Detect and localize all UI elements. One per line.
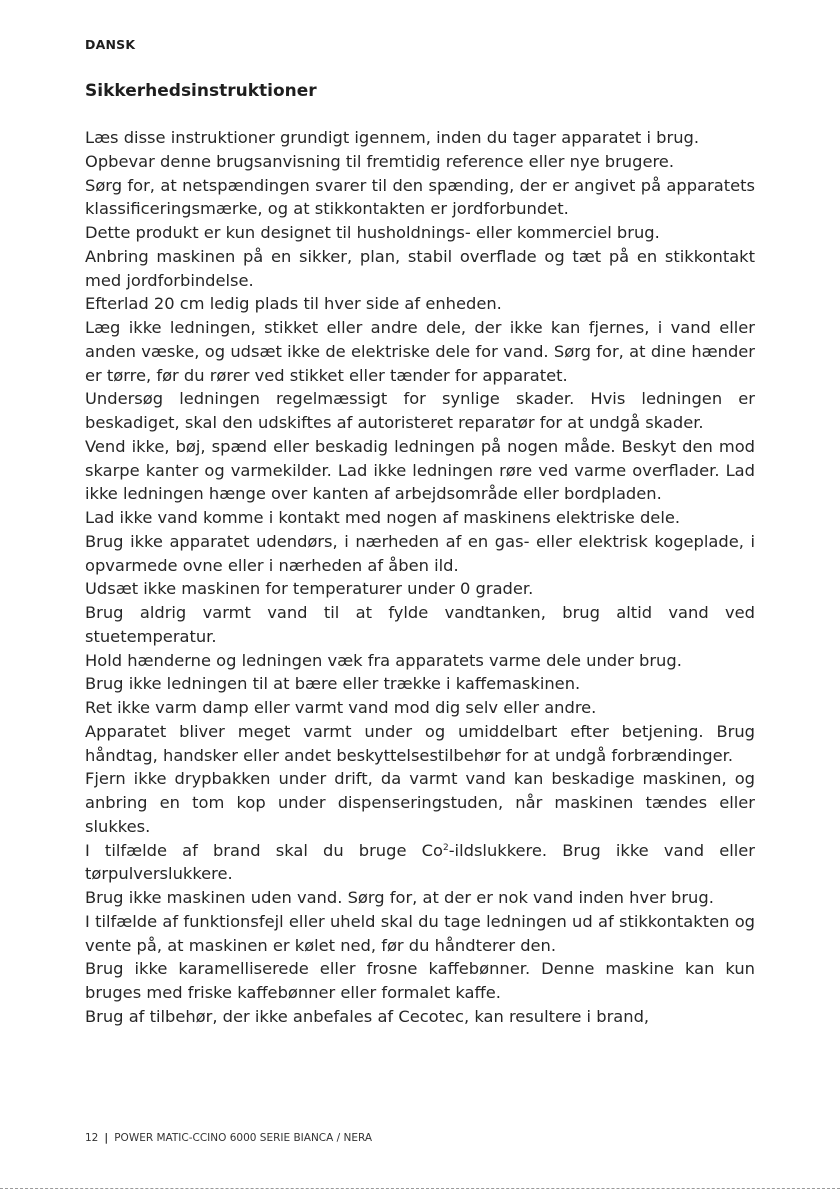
instruction-paragraph: Dette produkt er kun designet til husholdnings- eller kommerciel brug. [85, 223, 660, 242]
instruction-paragraph: Udsæt ikke maskinen for temperaturer under 0 grader. [85, 579, 534, 599]
co2-text-before: I tilfælde af brand skal du bruge Co [85, 840, 443, 860]
instruction-paragraph: Lad ikke vand komme i kontakt med nogen af maskinens elektriske dele. [85, 508, 681, 527]
instruction-paragraph: Efterlad 20 cm ledig plads til hver side af enheden. [85, 294, 502, 314]
instructions-body [85, 126, 755, 1029]
footer-separator: | [104, 1132, 109, 1144]
instruction-paragraph: Vend ikke, bøj, spænd eller beskadig ledningen på nogen måde. Beskyt den mod skarpe kanter og varmekilder. Lad ikke ledningen røre ved varme overflader. Lad ikke ledningen hænge over kanten af arbejdsområde eller bordpladen. [85, 436, 755, 504]
instruction-paragraph-co2 [85, 839, 755, 887]
section-title: Sikkerhedsinstruktioner [85, 81, 317, 101]
instruction-paragraph: Undersøg ledningen regelmæssigt for synlige skader. Hvis ledningen er beskadiget, skal den udskiftes af autoristeret reparatør for at undgå skader. [85, 389, 755, 432]
instruction-paragraph: Brug af tilbehør, der ikke anbefales af Cecotec, kan resultere i brand, [85, 1006, 650, 1026]
instruction-paragraph: Ret ikke varm damp eller varmt vand mod dig selv eller andre. [85, 698, 597, 717]
instruction-paragraph: Læg ikke ledningen, stikket eller andre dele, der ikke kan fjernes, i vand eller anden væske, og udsæt ikke de elektriske dele for vand. Sørg for, at dine hænder er tørre, før du rører ved stikket eller tænder for apparatet. [85, 318, 755, 385]
instruction-paragraph: Fjern ikke drypbakken under drift, da varmt vand kan beskadige maskinen, og anbring en tom kop under dispenseringstuden, når maskinen tændes eller slukkes. [85, 769, 755, 836]
instruction-paragraph: Anbring maskinen på en sikker, plan, stabil overflade og tæt på en stikkontakt med jordforbindelse. [85, 246, 755, 290]
co2-text-after: -ildslukkere. Brug ikke vand eller tørpulverslukkere. [85, 840, 756, 884]
instruction-paragraph: Brug ikke apparatet udendørs, i nærheden af en gas- eller elektrisk kogeplade, i opvarmede ovne eller i nærheden af åben ild. [85, 531, 755, 575]
instruction-paragraph: Brug ikke karamelliserede eller frosne kaffebønner. Denne maskine kan kun bruges med friske kaffebønner eller formalet kaffe. [85, 959, 755, 1002]
instruction-paragraph: Sørg for, at netspændingen svarer til den spænding, der er angivet på apparatets klassificeringsmærke, og at stikkontakten er jordforbundet. [85, 175, 755, 219]
language-label: DANSK [85, 37, 136, 52]
product-name: POWER MATIC-CCINO 6000 SERIE BIANCA / NERA [114, 1132, 373, 1144]
instruction-paragraph: Brug ikke maskinen uden vand. Sørg for, at der er nok vand inden hver brug. [85, 888, 714, 907]
instruction-paragraph: Brug ikke ledningen til at bære eller trække i kaffemaskinen. [85, 674, 581, 694]
instruction-paragraph: Brug aldrig varmt vand til at fylde vandtanken, brug altid vand ved stuetemperatur. [85, 603, 755, 646]
page-footer [85, 1132, 372, 1144]
instruction-paragraph: Opbevar denne brugsanvisning til fremtidig reference eller nye brugere. [85, 151, 675, 171]
page-number: 12 [85, 1132, 99, 1144]
instruction-paragraph: I tilfælde af funktionsfejl eller uheld skal du tage ledningen ud af stikkontakten og vente på, at maskinen er kølet ned, før du håndterer den. [85, 911, 755, 955]
co2-subscript-2: 2 [442, 842, 449, 853]
instruction-paragraph: Hold hænderne og ledningen væk fra apparatets varme dele under brug. [85, 650, 682, 670]
page-bottom-border [0, 1188, 840, 1189]
instruction-paragraph: Læs disse instruktioner grundigt igennem, inden du tager apparatet i brug. [85, 128, 700, 147]
instruction-paragraph: Apparatet bliver meget varmt under og umiddelbart efter betjening. Brug håndtag, handsker eller andet beskyttelsestilbehør for at undgå forbrændinger. [85, 721, 755, 765]
